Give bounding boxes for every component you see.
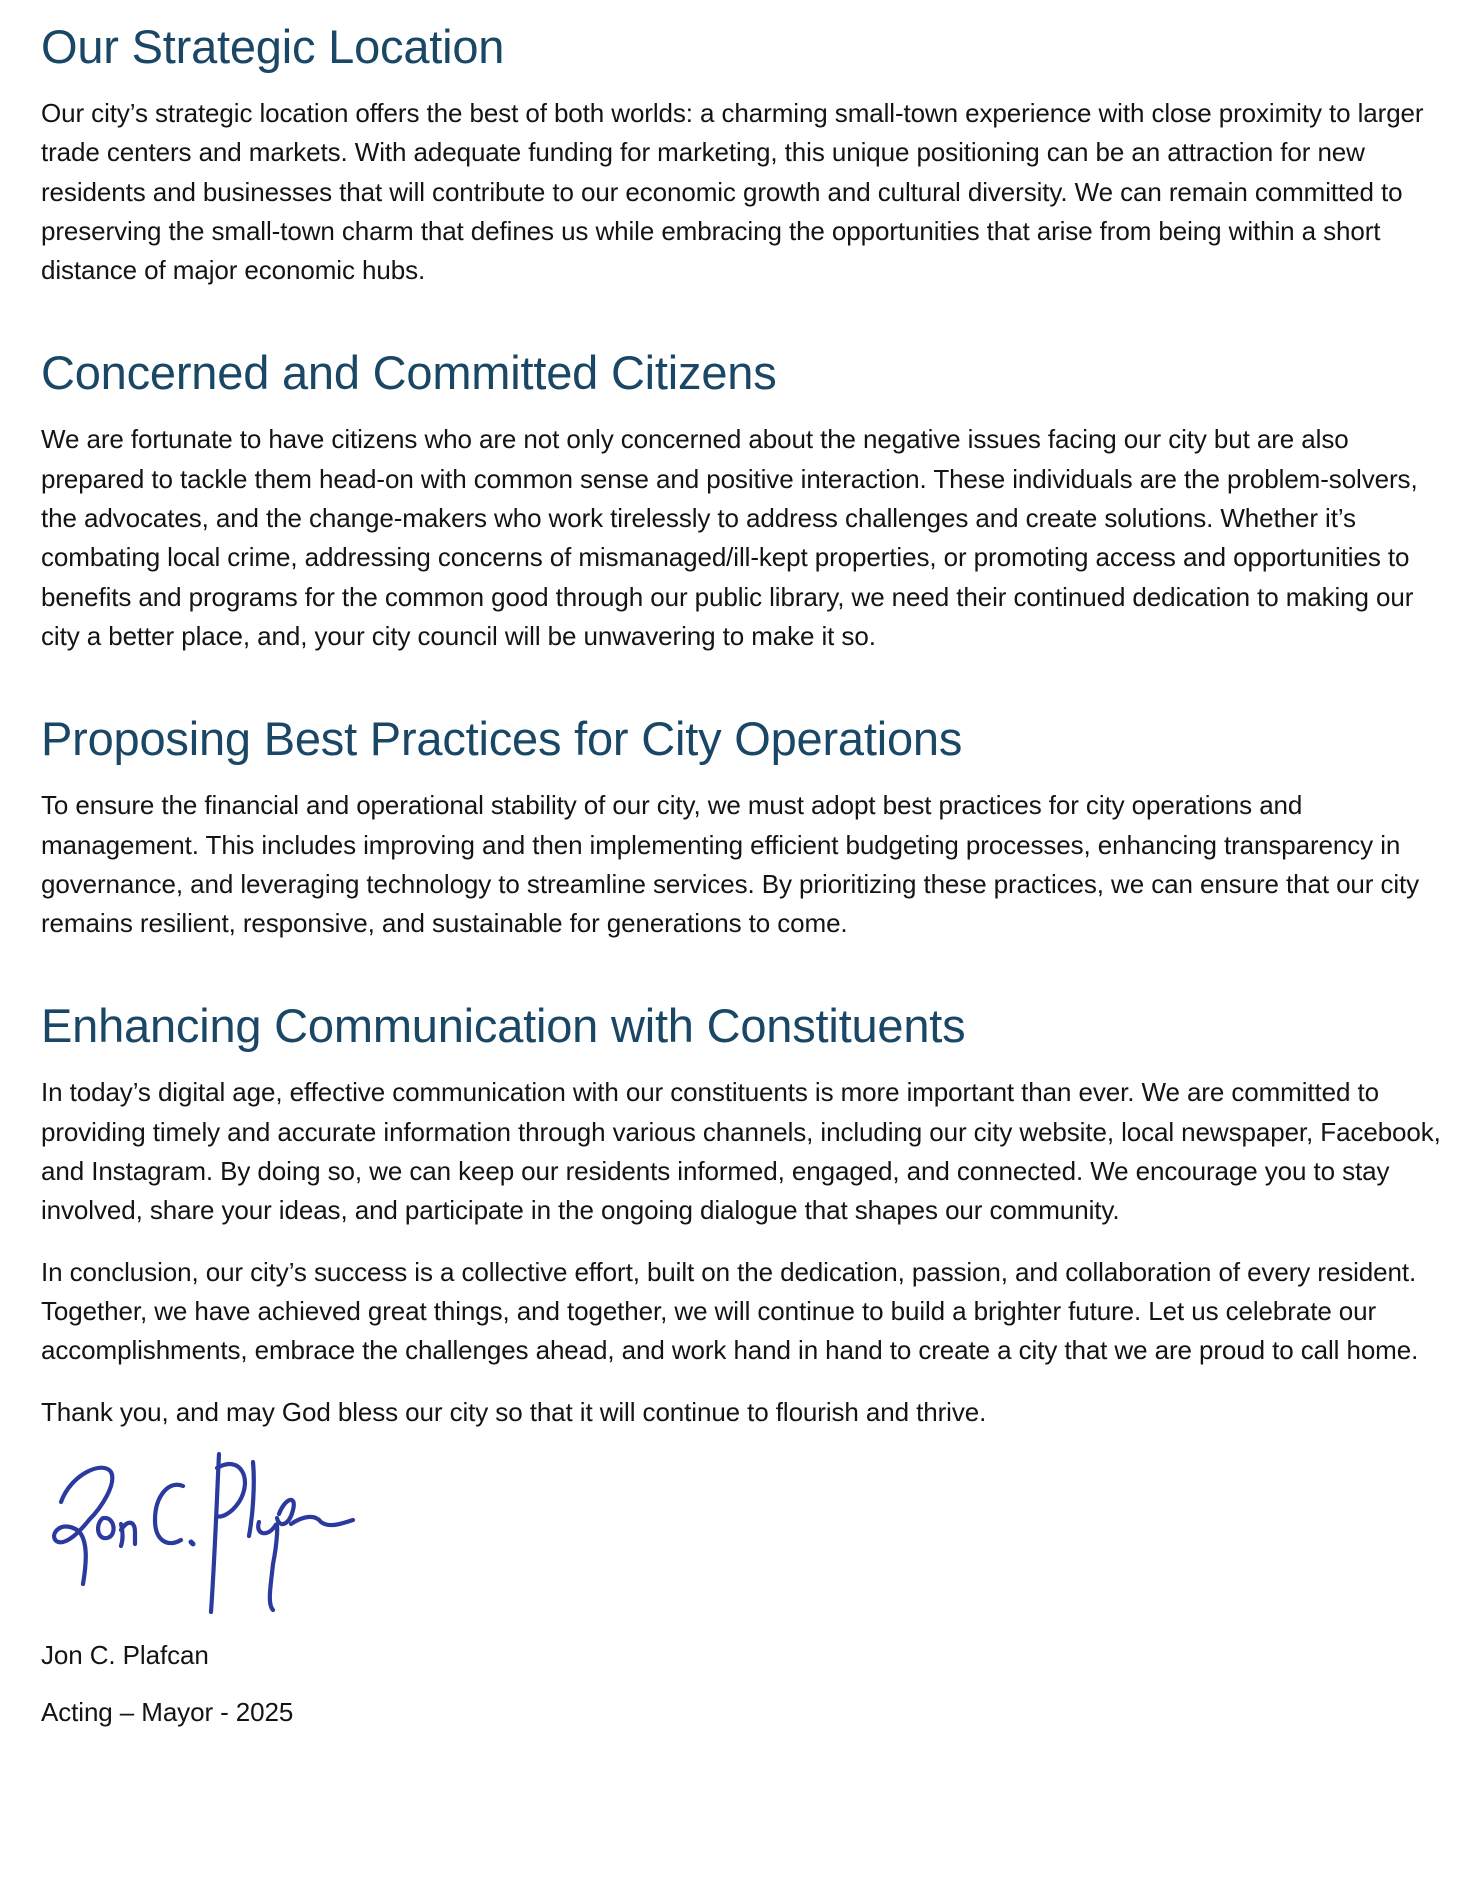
section-concerned-citizens [41, 340, 1441, 656]
signer-title: Acting – Mayor - 2025 [41, 1697, 294, 1728]
section-heading: Our Strategic Location [41, 20, 505, 73]
section-heading: Proposing Best Practices for City Operations [41, 712, 963, 766]
section-paragraph: Our city’s strategic location offers the best of both worlds: a charming small-town experience with close proximity to larger trade centers and markets. With adequate funding for marketing, this unique positioning can be an attraction for new residents and businesses that will contribute to our economic growth and cultural diversity. We can remain committed to preserving the small-town charm that defines us while embracing the opportunities that arise from being within a short distance of major economic hubs. [41, 98, 1424, 286]
section-heading: Enhancing Communication with Constituents [41, 999, 966, 1053]
section-strategic-location [41, 14, 1441, 290]
section-heading: Concerned and Committed Citizens [41, 346, 777, 400]
section-paragraph: In today’s digital age, effective communication with our constituents is more important than ever. We are committed to providing timely and accurate information through various channels, including our city website, local newspaper, Facebook, and Instagram. By doing so, we can keep our residents informed, engaged, and connected. We encourage you to stay involved, share your ideas, and participate in the ongoing dialogue that shapes our community. [41, 1077, 1441, 1226]
document-page [41, 14, 1441, 1732]
section-paragraph: To ensure the financial and operational stability of our city, we must adopt best practices for city operations and management. This includes improving and then implementing efficient budgeting processes, enhancing transparency in governance, and leveraging technology to streamline services. By prioritizing these practices, we can ensure that our city remains resilient, responsive, and sustainable for generations to come. [41, 790, 1420, 939]
closing-line: Thank you, and may God bless our city so that it will continue to flourish and thrive. [41, 1396, 987, 1427]
conclusion-paragraph: In conclusion, our city’s success is a collective effort, built on the dedication, passion, and collaboration of every resident. Together, we have achieved great things, and together, we will continue to build a brighter future. Let us celebrate our accomplishments, embrace the challenges ahead, and work hand in hand to create a city that we are proud to call home. [41, 1256, 1419, 1366]
section-best-practices [41, 706, 1441, 943]
signer-name: Jon C. Plafcan [41, 1639, 209, 1670]
handwritten-signature [41, 1444, 381, 1624]
section-paragraph: We are fortunate to have citizens who are not only concerned about the negative issues facing our city but are also prepared to tackle them head-on with common sense and positive interaction. These individuals are the problem-solvers, the advocates, and the change-makers who work tirelessly to address challenges and create solutions. Whether it’s combating local crime, addressing concerns of mismanaged/ill-kept properties, or promoting access and opportunities to benefits and programs for the common good through our public library, we need their continued dedication to making our city a better place, and, your city council will be unwavering to make it so. [41, 424, 1418, 651]
section-communication [41, 993, 1441, 1431]
